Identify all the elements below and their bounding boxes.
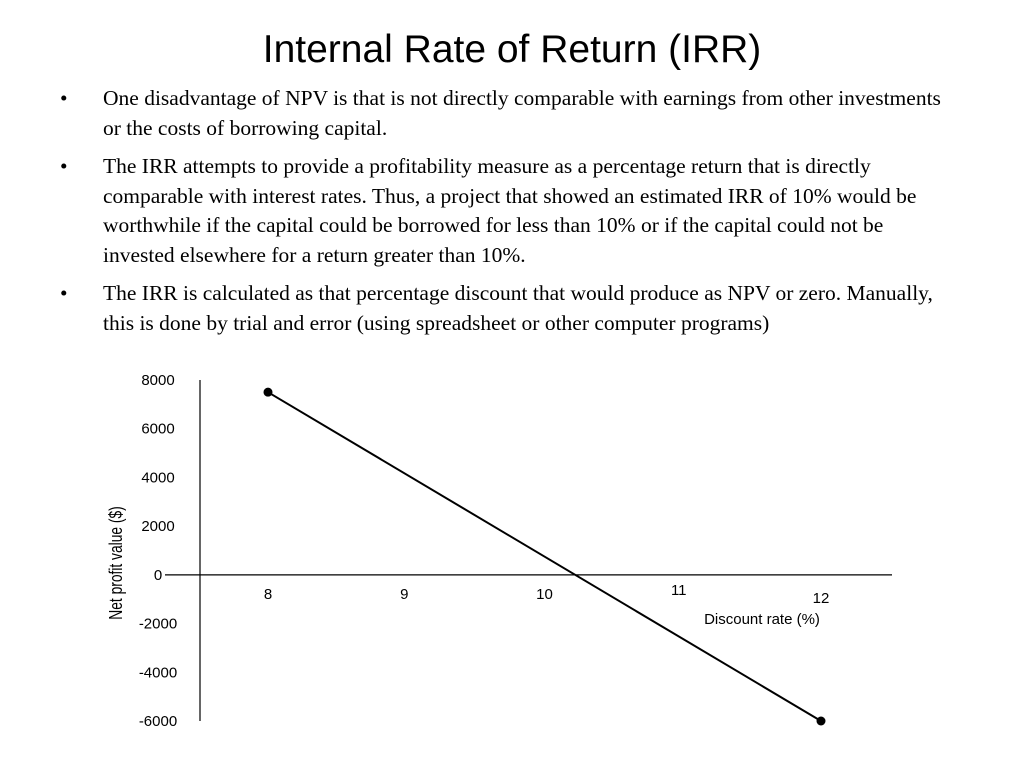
x-axis-label: Discount rate (%)	[704, 611, 820, 628]
y-tick-label: -4000	[138, 664, 178, 682]
x-tick-label: 10	[536, 585, 553, 603]
bullet-marker: •	[60, 281, 68, 305]
chart-plot-area	[106, 372, 892, 730]
y-tick-label: 0	[153, 566, 163, 584]
y-tick-label: 6000	[141, 420, 175, 438]
bullet-text: The IRR attempts to provide a profitability measure as a percentage return that is directly comparable with interest rates. Thus, a project that showed an estimated IRR of 10% would be worthwhile if the capital could be borrowed for less than 10% or if the capital could not be invested elsewhere for a return greater than 10%.	[103, 154, 917, 267]
npv-line	[268, 392, 821, 721]
x-tick-label: 11	[670, 581, 687, 599]
bullet-marker: •	[60, 86, 68, 110]
bullet-text: One disadvantage of NPV is that is not directly comparable with earnings from other investments or the costs of borrowing capital.	[103, 86, 941, 140]
x-tick-label: 12	[812, 589, 830, 607]
slide-title: Internal Rate of Return (IRR)	[262, 28, 762, 71]
y-tick-label: 2000	[141, 518, 175, 536]
bullet-marker: •	[60, 154, 68, 178]
y-tick-label: -6000	[138, 713, 178, 730]
data-point	[264, 388, 273, 397]
y-tick-label: 4000	[141, 469, 175, 487]
y-axis-label: Net profit value ($)	[106, 506, 127, 620]
y-tick-label: -2000	[138, 615, 178, 633]
bullet-text: The IRR is calculated as that percentage discount that would produce as NPV or zero. Manually, this is done by trial and error (using spreadsheet or other computer programs)	[103, 281, 933, 335]
x-tick-label: 9	[400, 585, 409, 603]
data-point	[817, 717, 826, 726]
x-tick-label: 8	[263, 585, 273, 603]
y-tick-label: 8000	[141, 372, 175, 389]
